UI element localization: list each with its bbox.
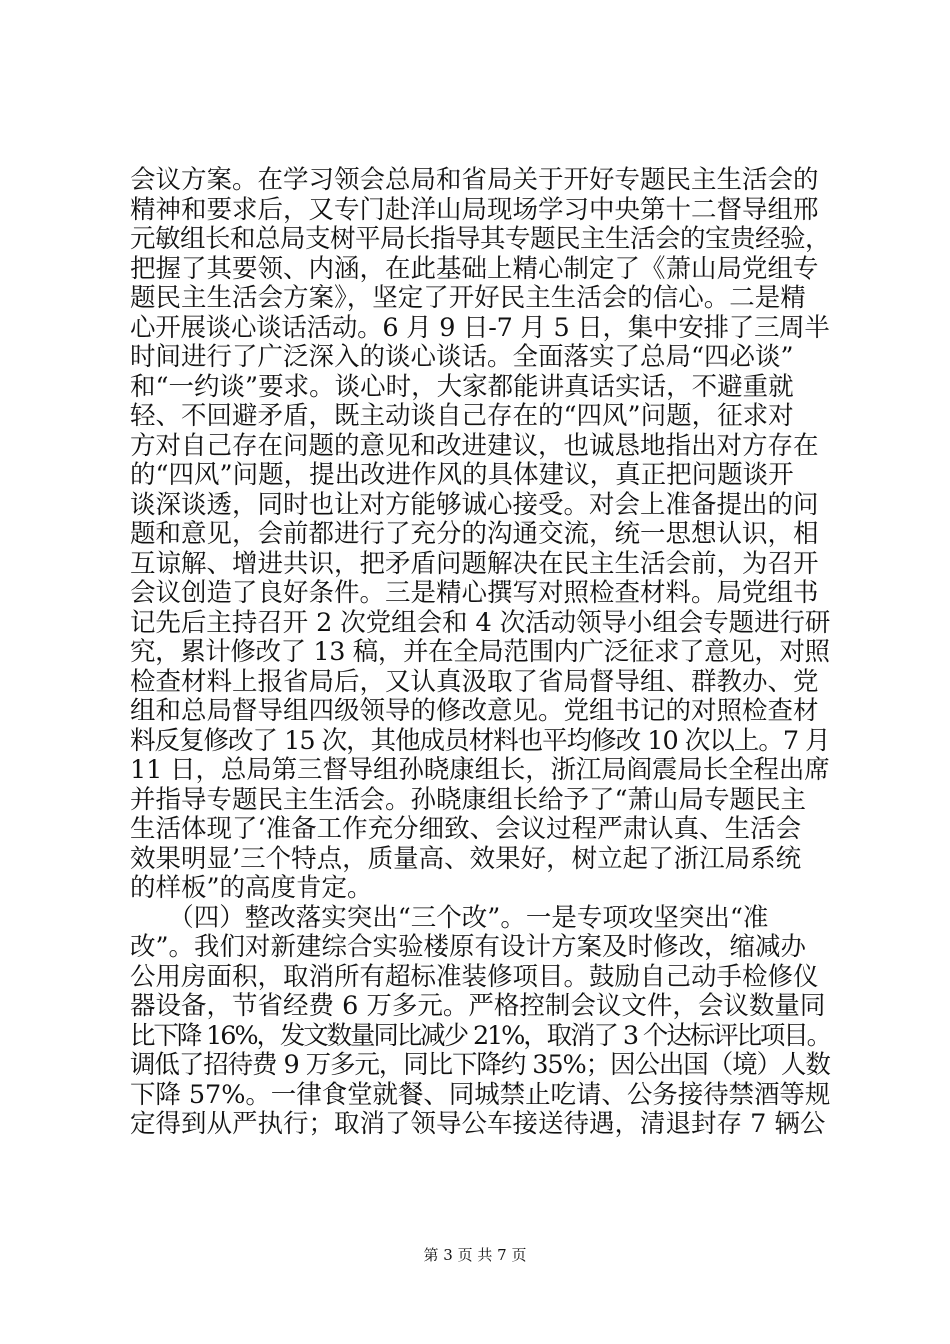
page-footer: [0, 1244, 950, 1265]
text-line: 方对自己存在问题的意见和改进建议，也诚恳地指出对方存在: [130, 430, 819, 461]
text-line: 器设备，节省经费 6 万多元。严格控制会议文件，会议数量同: [130, 991, 826, 1021]
text-line: 会议方案。在学习领会总局和省局关于开好专题民主生活会的: [130, 165, 819, 195]
text-line: 会议创造了良好条件。三是精心撰写对照检查材料。局党组书: [130, 578, 819, 608]
text-line: 11 日，总局第三督导组孙晓康组长，浙江局阎震局长全程出席: [130, 755, 830, 785]
text-line: 精神和要求后，又专门赴洋山局现场学习中央第十二督导组邢: [130, 194, 819, 225]
text-line: 生活体现了‘准备工作充分细致、会议过程严肃认真、生活会: [130, 814, 802, 844]
text-line: 效果明显’三个特点，质量高、效果好，树立起了浙江局系统: [130, 843, 802, 874]
text-line: 记先后主持召开 2 次党组会和 4 次活动领导小组会专题进行研: [130, 607, 831, 638]
text-line: 比下降 16%，发文数量同比减少 21%，取消了 3 个达标评比项目。: [130, 1020, 831, 1051]
text-line: 元敏组长和总局支树平局长指导其专题民主生活会的宝贵经验，: [130, 224, 831, 254]
text-line: 题和意见，会前都进行了充分的沟通交流，统一思想认识，相: [130, 519, 819, 549]
text-line: 改”。我们对新建综合实验楼原有设计方案及时修改，缩减办: [130, 932, 807, 962]
text-line: 并指导专题民主生活会。孙晓康组长给予了“萧山局专题民主: [130, 784, 807, 815]
text-line: 下降 57%。一律食堂就餐、同城禁止吃请、公务接待禁酒等规: [130, 1079, 831, 1110]
text-line: 检查材料上报省局后，又认真汲取了省局督导组、群教办、党: [130, 666, 819, 697]
text-line: 谈深谈透，同时也让对方能够诚心接受。对会上准备提出的问: [130, 489, 819, 520]
text-line: 心开展谈心谈话活动。6 月 9 日-7 月 5 日，集中安排了三周半: [130, 312, 830, 343]
text-line: 题民主生活会方案》，坚定了开好民主生活会的信心。二是精: [130, 283, 806, 313]
text-line: 轻、不回避矛盾，既主动谈自己存在的“四风”问题，征求对: [130, 401, 794, 431]
body-text: [130, 166, 830, 1140]
text-line: 组和总局督导组四级领导的修改意见。党组书记的对照检查材: [130, 696, 819, 726]
text-line: 的“四风”问题，提出改进作风的具体建议，真正把问题谈开: [130, 460, 794, 490]
text-line: 时间进行了广泛深入的谈心谈话。全面落实了总局“四必谈”: [130, 342, 794, 372]
text-line: 互谅解、增进共识，把矛盾问题解决在民主生活会前，为召开: [130, 548, 819, 579]
page-number: 第 3 页 共 7 页: [423, 1246, 527, 1264]
text-line: 的样板”的高度肯定。: [130, 873, 373, 903]
text-line: 公用房面积，取消所有超标准装修项目。鼓励自己动手检修仪: [130, 961, 819, 992]
text-line: 和“一约谈”要求。谈心时，大家都能讲真话实话，不避重就: [130, 371, 794, 402]
text-line: 定得到从严执行；取消了领导公车接送待遇，清退封存 7 辆公: [130, 1109, 826, 1139]
text-line: 把握了其要领、内涵，在此基础上精心制定了《萧山局党组专: [130, 253, 819, 284]
text-line: 调低了招待费 9 万多元，同比下降约 35%；因公出国（境）人数: [130, 1050, 830, 1080]
text-line: 料反复修改了 15 次，其他成员材料也平均修改 10 次以上。7 月: [130, 725, 830, 756]
text-line: 究，累计修改了 13 稿，并在全局范围内广泛征求了意见，对照: [130, 637, 830, 667]
text-line: （四）整改落实突出“三个改”。一是专项攻坚突出“准: [130, 902, 769, 933]
